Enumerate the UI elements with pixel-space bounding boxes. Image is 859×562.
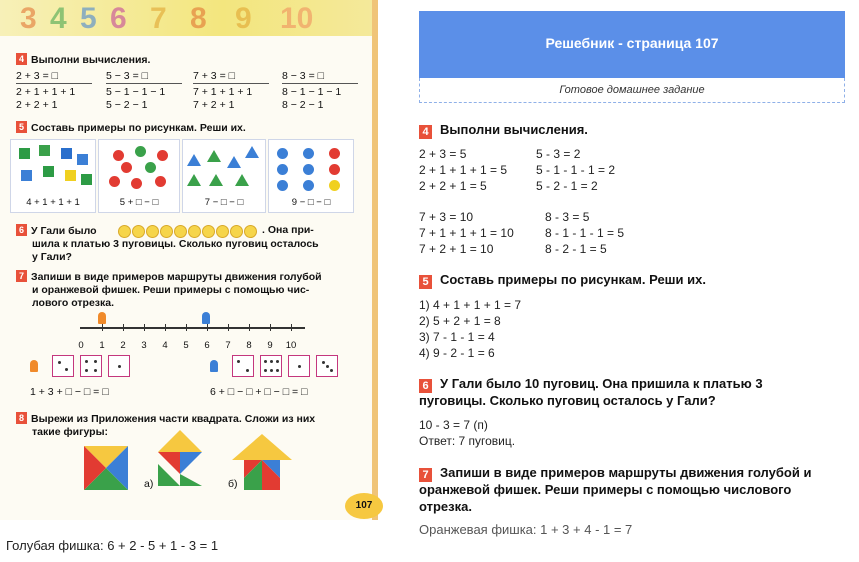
picture-caption: 7 − □ − □	[204, 197, 244, 208]
figure-label-b: б)	[228, 478, 238, 490]
banner-digit: 8	[190, 2, 207, 35]
book-eq: 5 − 2 − 1	[106, 99, 148, 111]
solution-line: 7 + 3 = 10	[419, 210, 474, 224]
solution-line: 7 + 1 + 1 + 1 = 10	[419, 226, 514, 240]
number-line-label: 8	[246, 340, 252, 351]
solution-line: 1) 4 + 1 + 1 + 1 = 7	[419, 298, 522, 312]
blue-chip	[202, 312, 210, 324]
book-task5-title: 5 Составь примеры по рисункам. Реши их.	[16, 121, 246, 135]
picture-caption: 4 + 1 + 1 + 1	[26, 197, 80, 208]
task-badge: 5	[419, 275, 432, 289]
picture-caption: 5 + □ − □	[119, 197, 159, 208]
book-eq: 8 − 1 − 1 − 1	[282, 86, 342, 98]
page-edge	[378, 0, 405, 520]
picture-squares	[10, 139, 96, 213]
book-eq: 2 + 1 + 1 + 1	[16, 86, 76, 98]
book-task4-title: 4 Выполни вычисления.	[16, 53, 150, 67]
book-task6-line1b: . Она при-	[262, 224, 314, 236]
solution7-blue-line: Голубая фишка: 6 + 2 - 5 + 1 - 3 = 1	[6, 538, 219, 553]
page-number-badge: 107	[345, 493, 383, 519]
book-expr-blue: 6 + □ − □ + □ − □ = □	[210, 386, 308, 398]
solution-line: 5 - 2 - 1 = 2	[536, 179, 598, 193]
task-badge: 7	[419, 468, 432, 482]
page-title: Решебник - страница 107	[545, 35, 719, 51]
book-task6-line3: у Гали?	[32, 251, 72, 263]
number-line-label: 6	[204, 340, 210, 351]
solution-line: 8 - 2 - 1 = 5	[545, 242, 607, 256]
solution-line: 8 - 1 - 1 - 1 = 5	[545, 226, 625, 240]
solution-answer: Ответ: 7 пуговиц.	[419, 434, 516, 448]
picture-dots	[268, 139, 354, 213]
book-task8-line2: такие фигуры:	[32, 426, 109, 438]
solution7-title-line2: оранжевой фишек. Реши примеры с помощью числового	[419, 482, 792, 497]
solution-header	[419, 11, 845, 78]
solution-line: 8 - 3 = 5	[545, 210, 590, 224]
book-eq: 8 − 2 − 1	[282, 99, 324, 111]
solution-line: 2 + 2 + 1 = 5	[419, 179, 487, 193]
solution-line: 3) 7 - 1 - 1 = 4	[419, 330, 495, 344]
banner-digit: 3	[20, 2, 37, 35]
book-eq: 5 − 1 − 1 − 1	[106, 86, 166, 98]
book-task8-line1: 8 Вырежи из Приложения части квадрата. Сложи из них	[16, 412, 315, 426]
figure-label-a: а)	[144, 478, 154, 490]
number-line	[80, 327, 305, 329]
solution7-orange-line: Оранжевая фишка: 1 + 3 + 4 - 1 = 7	[419, 522, 633, 537]
banner-digit: 7	[150, 2, 167, 35]
banner-digit: 5	[80, 2, 97, 35]
solution5-title: 5 Составь примеры по рисункам. Реши их.	[419, 271, 706, 289]
book-task6-line1: 6 У Гали было	[16, 224, 97, 238]
page-subtitle: Готовое домашнее задание	[419, 78, 845, 103]
solution-line: 10 - 3 = 7 (п)	[419, 418, 488, 432]
solution7-title: 7 Запиши в виде примеров маршруты движения голубой и	[419, 464, 811, 482]
blue-chip	[210, 360, 218, 372]
picture-caption: 9 − □ − □	[291, 197, 331, 208]
solution6-title-line2: пуговицы. Сколько пуговиц осталось у Гали?	[419, 393, 716, 408]
solution4-title: 4 Выполни вычисления.	[419, 121, 588, 139]
picture-circles	[98, 139, 180, 213]
solution7-title-line3: отрезка.	[419, 499, 472, 514]
book-task6-line2: шила к платью 3 пуговицы. Сколько пуговиц осталось	[32, 238, 319, 250]
number-line-label: 1	[99, 340, 105, 351]
banner-digit: 9	[235, 2, 252, 35]
book-eq: 7 + 3 = □	[193, 70, 269, 84]
number-line-label: 2	[120, 340, 126, 351]
page-banner	[0, 0, 372, 36]
book-eq: 7 + 2 + 1	[193, 99, 235, 111]
solution-line: 4) 9 - 2 - 1 = 6	[419, 346, 495, 360]
book-eq: 2 + 2 + 1	[16, 99, 58, 111]
solution-line: 5 - 3 = 2	[536, 147, 581, 161]
book-task7-line3: лового отрезка.	[32, 297, 115, 309]
banner-digit: 10	[280, 2, 314, 35]
orange-chip	[98, 312, 106, 324]
square-puzzle	[84, 446, 128, 490]
number-line-label: 4	[162, 340, 168, 351]
solution-line: 5 - 1 - 1 - 1 = 2	[536, 163, 616, 177]
book-eq: 7 + 1 + 1 + 1	[193, 86, 253, 98]
picture-triangles	[182, 139, 266, 213]
number-line-label: 3	[141, 340, 147, 351]
banner-digit: 6	[110, 2, 127, 35]
number-line-label: 9	[267, 340, 273, 351]
solution-line: 2) 5 + 2 + 1 = 8	[419, 314, 501, 328]
book-eq: 2 + 3 = □	[16, 70, 92, 84]
banner-digit: 4	[50, 2, 67, 35]
task-badge: 4	[419, 125, 432, 139]
book-task7-line1: 7 Запиши в виде примеров маршруты движения голубой	[16, 270, 322, 284]
number-line-label: 0	[78, 340, 84, 351]
number-line-label: 5	[183, 340, 189, 351]
book-eq: 8 − 3 = □	[282, 70, 358, 84]
solution-line: 2 + 3 = 5	[419, 147, 467, 161]
number-line-label: 10	[285, 340, 297, 351]
book-expr-orange: 1 + 3 + □ − □ = □	[30, 386, 109, 398]
solution-line: 2 + 1 + 1 + 1 = 5	[419, 163, 508, 177]
book-eq: 5 − 3 = □	[106, 70, 182, 84]
task-badge: 6	[419, 379, 432, 393]
textbook-page-image	[0, 0, 405, 520]
book-task7-line2: и оранжевой фишек. Реши примеры с помощью чис-	[32, 284, 310, 296]
number-line-label: 7	[225, 340, 231, 351]
solution-line: 7 + 2 + 1 = 10	[419, 242, 494, 256]
solution6-title: 6 У Гали было 10 пуговиц. Она пришила к платью 3	[419, 375, 763, 393]
orange-chip	[30, 360, 38, 372]
figure-a	[158, 430, 202, 486]
figure-b	[232, 434, 292, 490]
